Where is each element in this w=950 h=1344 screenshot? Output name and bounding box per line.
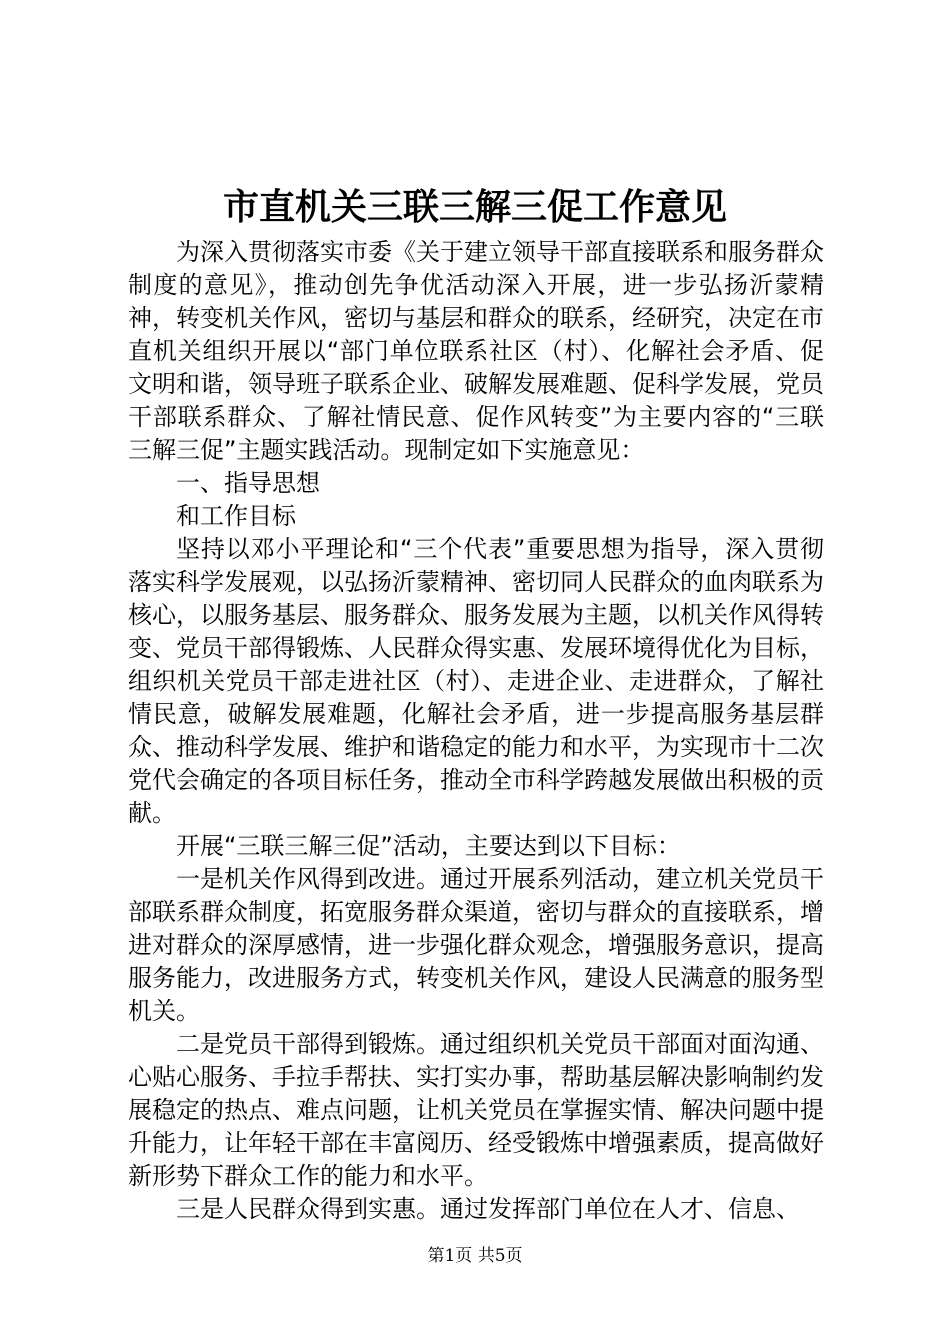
page-footer: 第1页 共5页 <box>427 1246 523 1266</box>
paragraph-guiding-principle: 坚持以邓小平理论和“三个代表”重要思想为指导，深入贯彻落实科学发展观，以弘扬沂蒙精神、密切同人民群众的血肉联系为核心，以服务基层、服务群众、服务发展为主题，以机关作风得转变、党员干部得锻炼、人民群众得实惠、发展环境得优化为目标，组织机关党员干部走进社区（村）、走进企业、走进群众，了解社情民意，破解发展难题，化解社会矛盾，进一步提高服务基层群众、推动科学发展、维护和谐稳定的能力和水平，为实现市十二次党代会确定的各项目标任务，推动全市科学跨越发展做出积极的贡献。 <box>128 535 824 827</box>
document-title: 市直机关三联三解三促工作意见 <box>222 186 727 228</box>
section-heading-guiding-thought: 一、指导思想 <box>176 469 320 497</box>
document-body <box>128 236 824 1226</box>
paragraph-goal-one: 一是机关作风得到改进。通过开展系列活动，建立机关党员干部联系群众制度，拓宽服务群众渠道，密切与群众的直接联系，增进对群众的深厚感情，进一步强化群众观念，增强服务意识，提高服务能力，改进服务方式，转变机关作风，建设人民满意的服务型机关。 <box>128 865 824 1025</box>
section-heading-work-goals: 和工作目标 <box>176 502 296 530</box>
paragraph-goals-intro: 开展“三联三解三促”活动，主要达到以下目标： <box>176 832 681 860</box>
paragraph-intro: 为深入贯彻落实市委《关于建立领导干部直接联系和服务群众制度的意见》，推动创先争优活动深入开展，进一步弘扬沂蒙精神，转变机关作风，密切与基层和群众的联系，经研究，决定在市直机关组织开展以“部门单位联系社区（村）、化解社会矛盾、促文明和谐，领导班子联系企业、破解发展难题、促科学发展，党员干部联系群众、了解社情民意、促作风转变”为主要内容的“三联三解三促”主题实践活动。现制定如下实施意见： <box>128 238 824 464</box>
paragraph-goal-three: 三是人民群众得到实惠。通过发挥部门单位在人才、信息、 <box>176 1195 800 1223</box>
paragraph-goal-two: 二是党员干部得到锻炼。通过组织机关党员干部面对面沟通、心贴心服务、手拉手帮扶、实打实办事，帮助基层解决影响制约发展稳定的热点、难点问题，让机关党员在掌握实情、解决问题中提升能力，让年轻干部在丰富阅历、经受锻炼中增强素质，提高做好新形势下群众工作的能力和水平。 <box>128 1030 824 1190</box>
